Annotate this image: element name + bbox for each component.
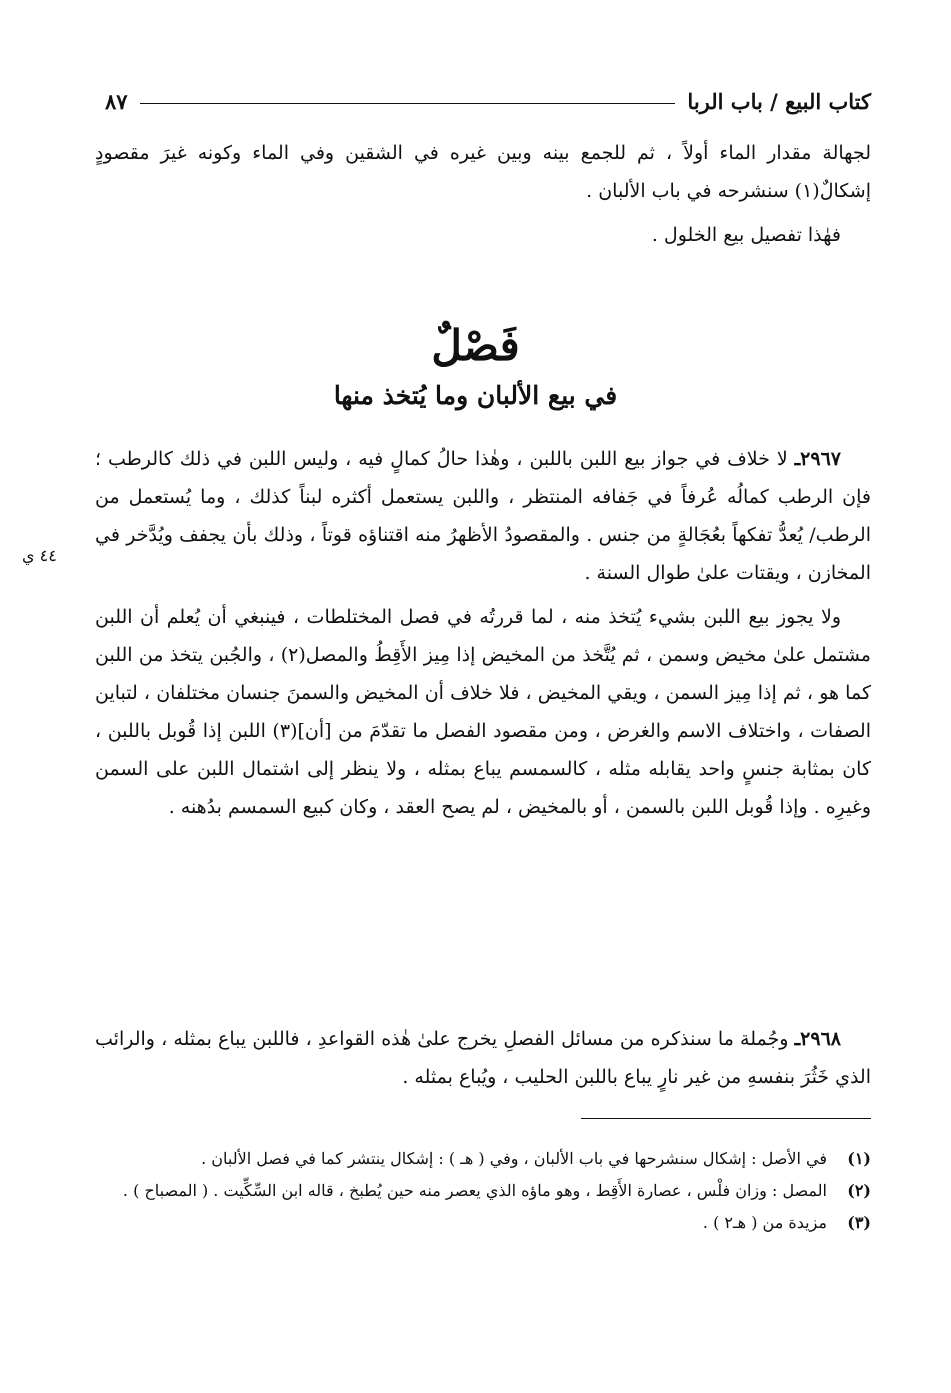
footnotes — [80, 1146, 871, 1242]
paragraph-2967 — [95, 440, 871, 592]
section-title: في بيع الألبان وما يُتخذ منها — [333, 381, 618, 410]
paragraph-body: لا خلاف في جواز بيع اللبن باللبن ، وهٰذا حالُ كمالٍ فيه ، وليس اللبن في ذلك كالرطب ؛ فإن الرطب كمالُه عُرفاً في جَفافه المنتظر ، واللبن يستعمل أكثره لبناً كذلك ، وما يُستعمل من الرطب/ يُعدُّ تفكهاً بعُجَالةٍ من جنس . والمقصودُ الأظهرُ منه اقتناؤه قوتاً ، وذلك بأن يجفف ويُدَّخر في المخازن ، ويقتات علىٰ طوال السنة . — [95, 448, 871, 584]
footnote-number: (٢) — [847, 1181, 871, 1200]
ornament-text: فَصْلٌ — [431, 321, 520, 370]
intro-paragraph: لجهالة مقدار الماء أولاً ، ثم للجمع بينه وبين غيره في الشقين وفي الماء وكونه غيرَ مقصودٍ إشكالٌ(١) سنشرحه في باب الألبان . — [95, 142, 871, 202]
footnote-text: المصل : وزان فلْس ، عصارة الأَقِط ، وهو ماؤه الذي يعصر منه حين يُطبخ ، قاله ابن السِّكِّيت . ( المصباح ) . — [122, 1181, 827, 1200]
paragraph-2967-continued: ولا يجوز بيع اللبن بشيء يُتخذ منه ، لما قررتُه في فصل المختلطات ، فينبغي أن يُعلم أن اللبن مشتمل علىٰ مخيض وسمن ، ثم يُتَّخذ من المخيض إذا مِيز الأَقِطُ والمصل(٢) ، والجُبن يتخذ من اللبن كما هو ، ثم إذا مِيز السمن ، ويقي المخيض ، فلا خلاف أن المخيض والسمنَ جنسان مختلفان ، لتباين الصفات ، واختلاف الاسم والغرض ، ومن مقصود الفصل ما تقدّمَ من [أن](٣) اللبن إذا قُوبل باللبن ، كان بمثابة جنسٍ واحد يقابله مثله ، كالسمسم يباع بمثله ، ولا ينظر إلى اشتمال اللبن على السمن وغيرِه . وإذا قُوبل اللبن بالسمن ، أو بالمخيض ، لم يصح العقد ، وكان كبيع السمسم بدُهنه . — [95, 606, 871, 818]
paragraph-body: وجُملة ما سنذكره من مسائل الفصلِ يخرج علىٰ هٰذه القواعدِ ، فاللبن يباع بمثله ، والرائب الذي خَثُرَ بنفسهِ من غير نارٍ يباع باللبن الحليب ، ويُباع بمثله . — [95, 1028, 871, 1088]
paragraph-2968 — [95, 1020, 871, 1096]
footnote-separator — [581, 1118, 871, 1119]
paragraph-number: ٢٩٦٧ـ — [794, 448, 841, 470]
paragraph-number: ٢٩٦٨ـ — [794, 1028, 841, 1050]
intro-closing: فهٰذا تفصيل بيع الخلول . — [651, 224, 841, 246]
footnote-text: في الأصل : إشكال سنشرحها في باب الألبان ، وفي ( هـ ) : إشكال ينتشر كما في فصل الألبان . — [201, 1149, 827, 1168]
footnote — [80, 1178, 871, 1204]
footnote — [80, 1146, 871, 1172]
header-rule — [140, 103, 676, 104]
footnote-text: مزيدة من ( هـ٢ ) . — [702, 1213, 827, 1232]
main-text-2 — [95, 1020, 871, 1096]
section-ornament — [0, 316, 951, 376]
main-text — [95, 440, 871, 826]
footnote-number: (١) — [847, 1149, 871, 1168]
intro-block — [95, 134, 871, 254]
footnote — [80, 1210, 871, 1236]
page-number: ٨٧ — [105, 88, 128, 114]
footnote-number: (٣) — [847, 1213, 871, 1232]
header-title: كتاب البيع / باب الربا — [687, 88, 871, 114]
margin-note: ٤٤ ي — [22, 546, 57, 565]
running-header — [105, 86, 871, 116]
